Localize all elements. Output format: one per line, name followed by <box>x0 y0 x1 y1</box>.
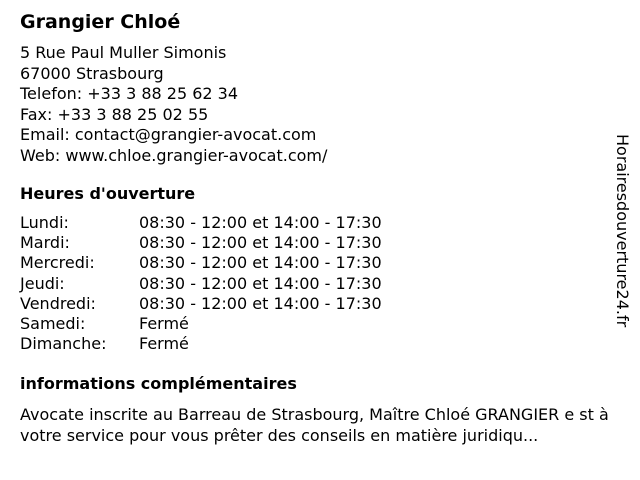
day-hours: 08:30 - 12:00 et 14:00 - 17:30 <box>139 293 382 313</box>
email-line[interactable]: Email: contact@grangier-avocat.com <box>20 125 317 144</box>
hours-row-sunday <box>20 334 440 354</box>
additional-info-heading: informations complémentaires <box>20 374 297 393</box>
hours-row-thursday <box>20 274 440 294</box>
day-hours: 08:30 - 12:00 et 14:00 - 17:30 <box>139 233 382 253</box>
day-label: Samedi: <box>20 313 86 333</box>
day-hours: Fermé <box>139 334 189 354</box>
day-label: Dimanche: <box>20 334 107 354</box>
business-name: Grangier Chloé <box>20 11 181 33</box>
hours-row-tuesday <box>20 233 440 253</box>
day-label: Mercredi: <box>20 253 95 273</box>
hours-row-wednesday <box>20 253 440 273</box>
day-label: Lundi: <box>20 213 69 232</box>
fax-line: Fax: +33 3 88 25 02 55 <box>20 104 209 124</box>
day-label: Vendredi: <box>20 293 96 313</box>
day-hours: 08:30 - 12:00 et 14:00 - 17:30 <box>139 253 382 273</box>
day-hours: Fermé <box>139 313 189 333</box>
hours-row-saturday <box>20 314 440 334</box>
hours-row-friday <box>20 294 440 314</box>
web-line[interactable]: Web: www.chloe.grangier-avocat.com/ <box>20 145 328 165</box>
address-line-1: 5 Rue Paul Muller Simonis <box>20 43 227 62</box>
hours-row-monday <box>20 213 440 233</box>
opening-hours-heading: Heures d'ouverture <box>20 184 196 203</box>
additional-info-text: Avocate inscrite au Barreau de Strasbourg, Maître Chloé GRANGIER e st à votre service pour vous prêter des conseils en matière juridiqu... <box>20 405 609 445</box>
contact-block <box>20 43 327 166</box>
day-label: Mardi: <box>20 233 70 253</box>
site-watermark: Horairesdouverture24.fr <box>613 134 632 328</box>
day-label: Jeudi: <box>20 273 65 293</box>
address-line-2: 67000 Strasbourg <box>20 63 164 83</box>
day-hours: 08:30 - 12:00 et 14:00 - 17:30 <box>139 273 382 293</box>
opening-hours-table <box>20 213 440 354</box>
day-hours: 08:30 - 12:00 et 14:00 - 17:30 <box>139 213 382 232</box>
phone-line[interactable]: Telefon: +33 3 88 25 62 34 <box>20 84 239 103</box>
